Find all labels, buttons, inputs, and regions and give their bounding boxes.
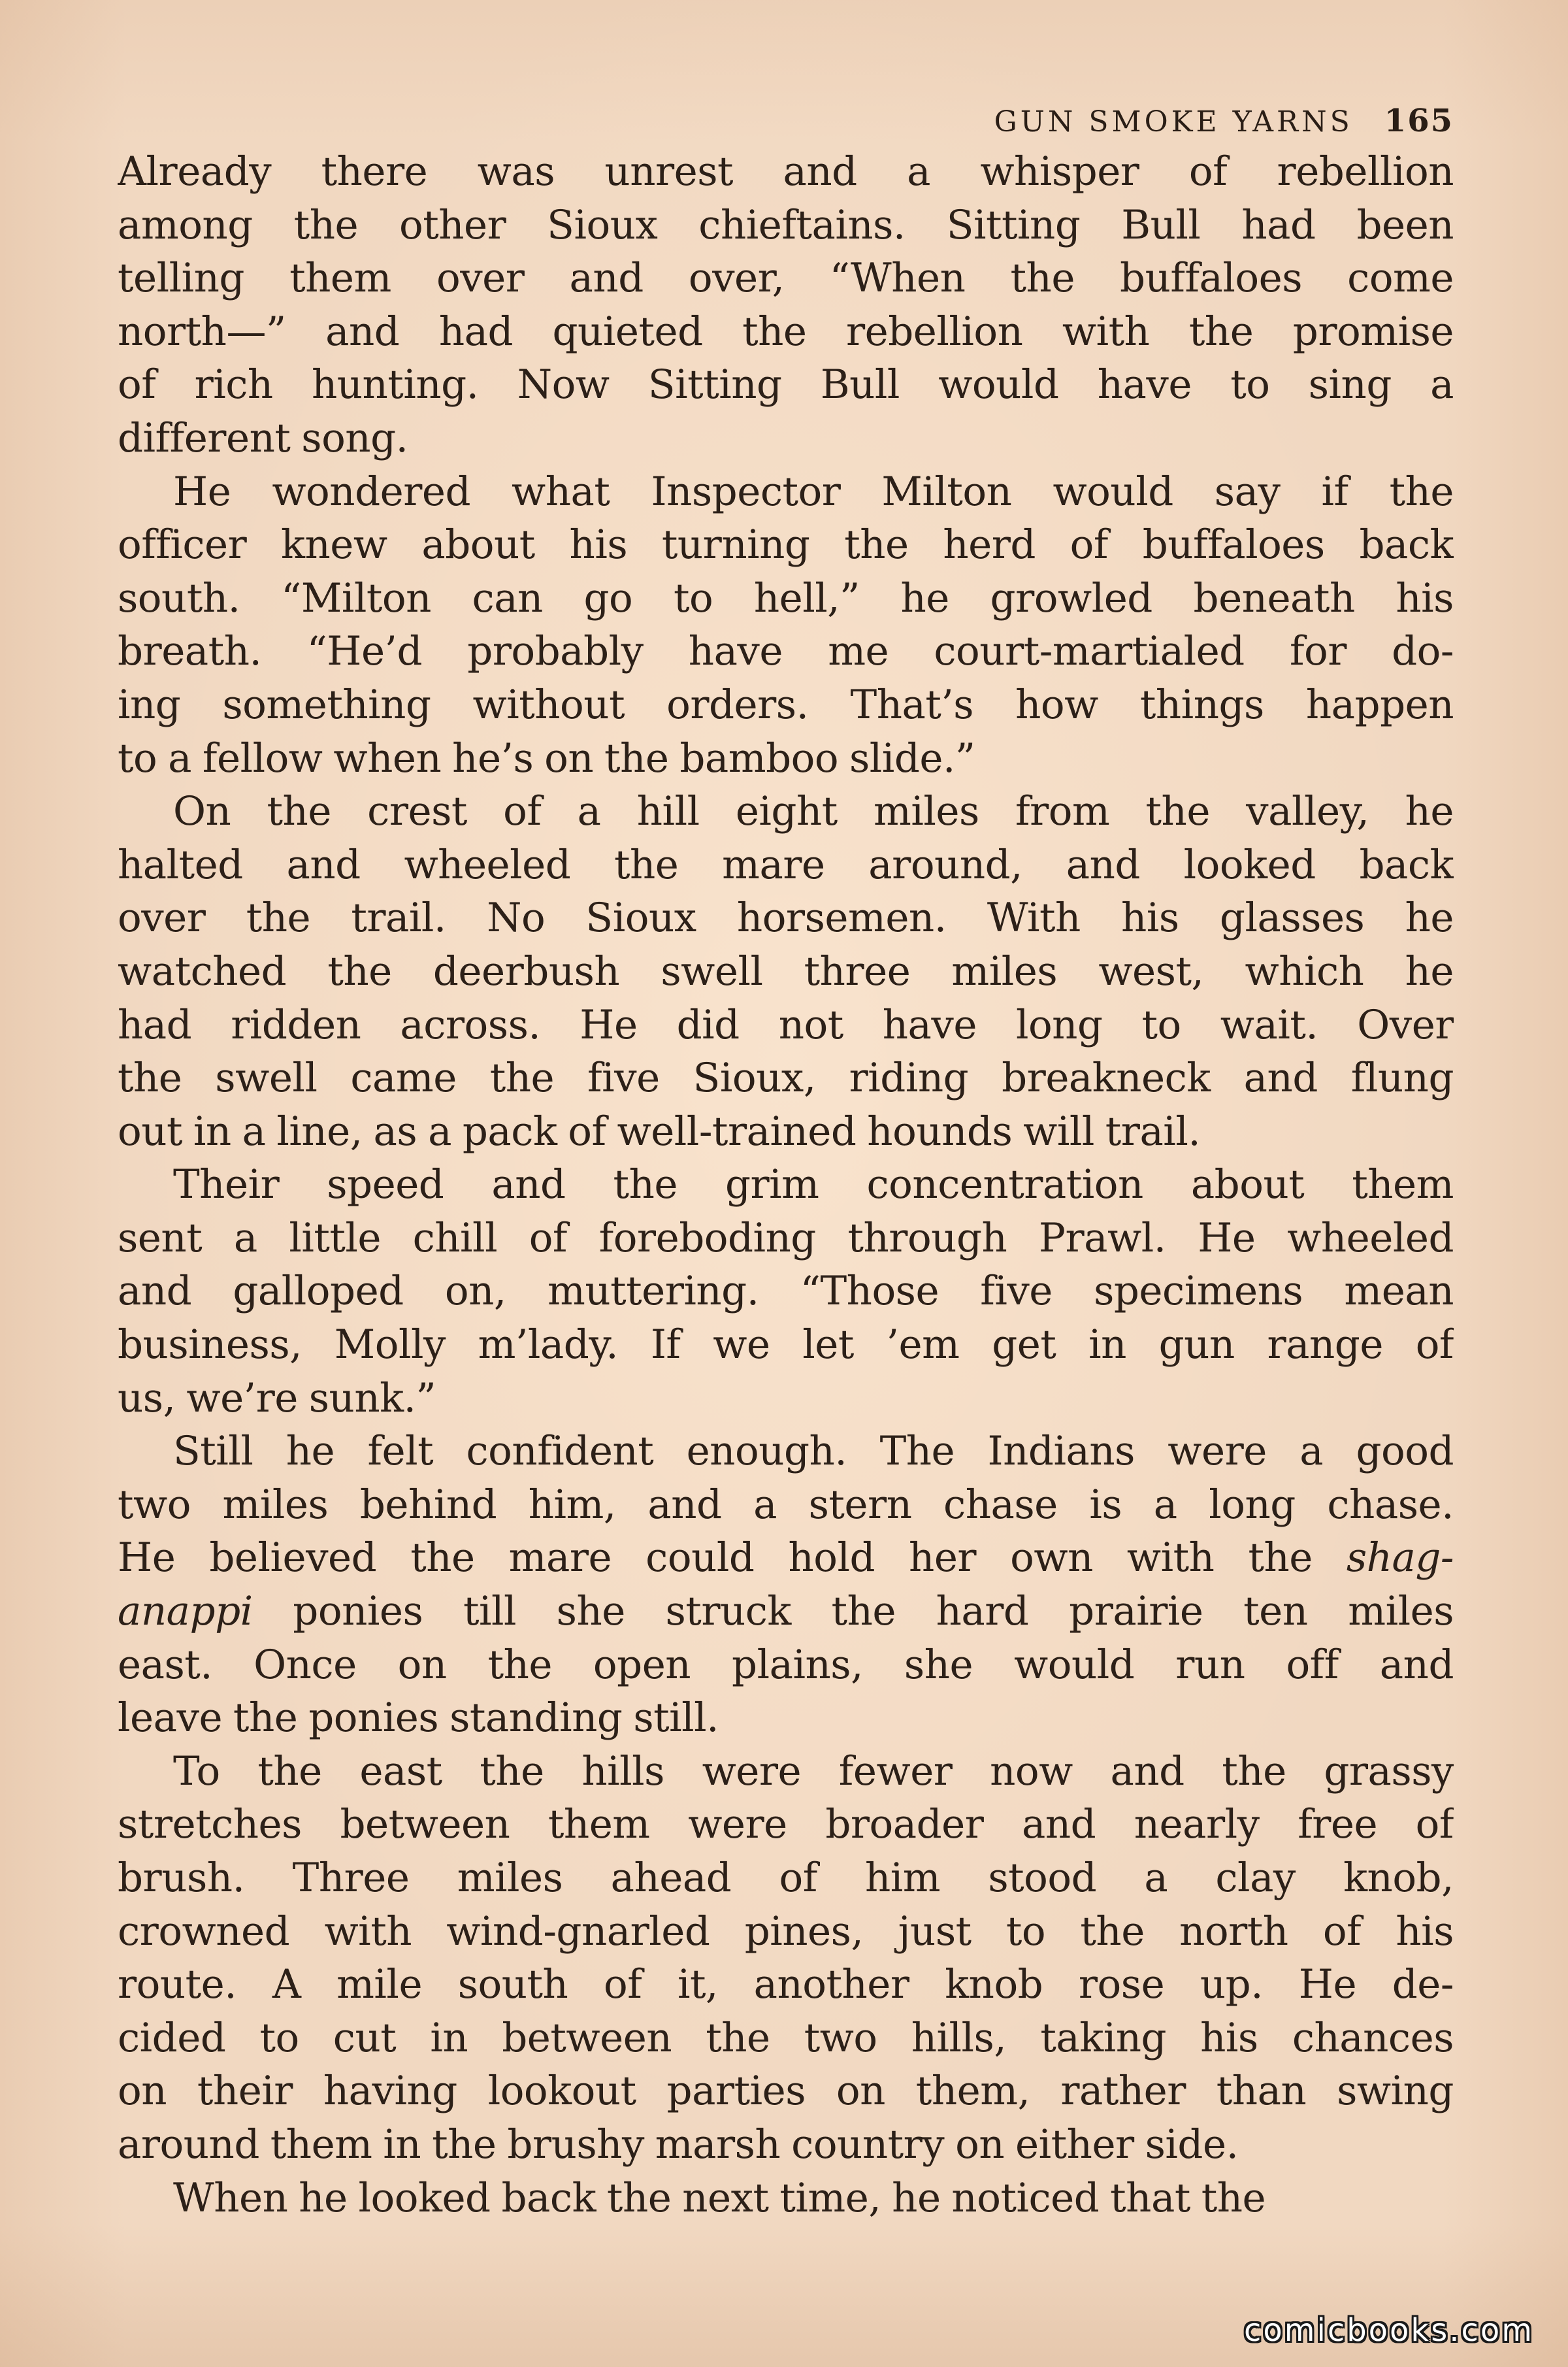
text-line: crowned with wind-gnarled pines, just to the north of his bbox=[118, 1908, 1454, 1955]
text-line: to a fellow when he’s on the bamboo slide.” bbox=[118, 735, 975, 782]
text-line: brush. Three miles ahead of him stood a clay knob, bbox=[118, 1855, 1454, 1901]
text-line: Their speed and the grim concentration about them bbox=[173, 1161, 1454, 1208]
text-line: stretches between them were broader and nearly free of bbox=[118, 1801, 1454, 1848]
text-line: To the east the hills were fewer now and the grassy bbox=[173, 1747, 1454, 1795]
text-line: Still he felt confident enough. The Indians were a good bbox=[173, 1428, 1454, 1475]
text-line: officer knew about his turning the herd of buffaloes back bbox=[118, 521, 1454, 569]
text-line: and galloped on, muttering. “Those five specimens mean bbox=[118, 1268, 1454, 1315]
text-line: halted and wheeled the mare around, and looked back bbox=[118, 841, 1454, 888]
text-line: business, Molly m’lady. If we let ’em get in gun range of bbox=[118, 1321, 1454, 1368]
text-line: anappi ponies till she struck the hard prairie ten miles bbox=[118, 1588, 1454, 1635]
text-line: ing something without orders. That’s how things happen bbox=[118, 681, 1454, 728]
text-line: north—” and had quieted the rebellion with the promise bbox=[118, 308, 1454, 355]
paragraph bbox=[118, 1745, 1454, 2172]
text-line: sent a little chill of foreboding through Prawl. He wheeled bbox=[118, 1214, 1454, 1261]
text-line: east. Once on the open plains, she would run off and bbox=[118, 1641, 1454, 1688]
text-line: When he looked back the next time, he noticed that the bbox=[173, 2174, 1266, 2221]
text-line: He believed the mare could hold her own with the shag- bbox=[118, 1534, 1454, 1581]
paragraph bbox=[118, 465, 1454, 786]
text-line: the swell came the five Sioux, riding breakneck and flung bbox=[118, 1055, 1454, 1102]
text-line: Already there was unrest and a whisper of rebellion bbox=[118, 148, 1454, 195]
text-line: over the trail. No Sioux horsemen. With his glasses he bbox=[118, 895, 1454, 942]
text-line: on their having lookout parties on them, rather than swing bbox=[118, 2068, 1454, 2115]
paragraph bbox=[118, 2172, 1454, 2225]
text-line: two miles behind him, and a stern chase is a long chase. bbox=[118, 1481, 1454, 1528]
book-page bbox=[118, 98, 1454, 2346]
body-text bbox=[118, 145, 1454, 2225]
text-line: different song. bbox=[118, 414, 408, 461]
paragraph bbox=[118, 1158, 1454, 1425]
text-line: telling them over and over, “When the buffaloes come bbox=[118, 255, 1454, 302]
text-line: breath. “He’d probably have me court-martialed for do- bbox=[118, 628, 1454, 675]
running-head-title: GUN SMOKE YARNS bbox=[994, 105, 1353, 139]
text-line: south. “Milton can go to hell,” he growled beneath his bbox=[118, 574, 1454, 621]
text-line: us, we’re sunk.” bbox=[118, 1374, 436, 1421]
text-line: of rich hunting. Now Sitting Bull would have to sing a bbox=[118, 361, 1454, 408]
text-line: among the other Sioux chieftains. Sitting Bull had been bbox=[118, 201, 1454, 248]
paragraph bbox=[118, 1425, 1454, 1745]
text-line: route. A mile south of it, another knob rose up. He de- bbox=[118, 1961, 1454, 2008]
text-line: out in a line, as a pack of well-trained hounds will trail. bbox=[118, 1108, 1201, 1155]
text-line: cided to cut in between the two hills, taking his chances bbox=[118, 2014, 1454, 2061]
running-head bbox=[118, 98, 1454, 144]
text-line: On the crest of a hill eight miles from the valley, he bbox=[173, 788, 1454, 835]
watermark-logo: comicbooks.com bbox=[1243, 2312, 1534, 2349]
page-number: 165 bbox=[1384, 103, 1454, 139]
paragraph bbox=[118, 785, 1454, 1158]
text-line: He wondered what Inspector Milton would say if the bbox=[173, 468, 1454, 515]
text-line: leave the ponies standing still. bbox=[118, 1695, 719, 1742]
text-line: had ridden across. He did not have long to wait. Over bbox=[118, 1001, 1454, 1048]
text-line: watched the deerbush swell three miles west, which he bbox=[118, 948, 1454, 995]
paragraph bbox=[118, 145, 1454, 465]
text-line: around them in the brushy marsh country on either side. bbox=[118, 2121, 1239, 2168]
